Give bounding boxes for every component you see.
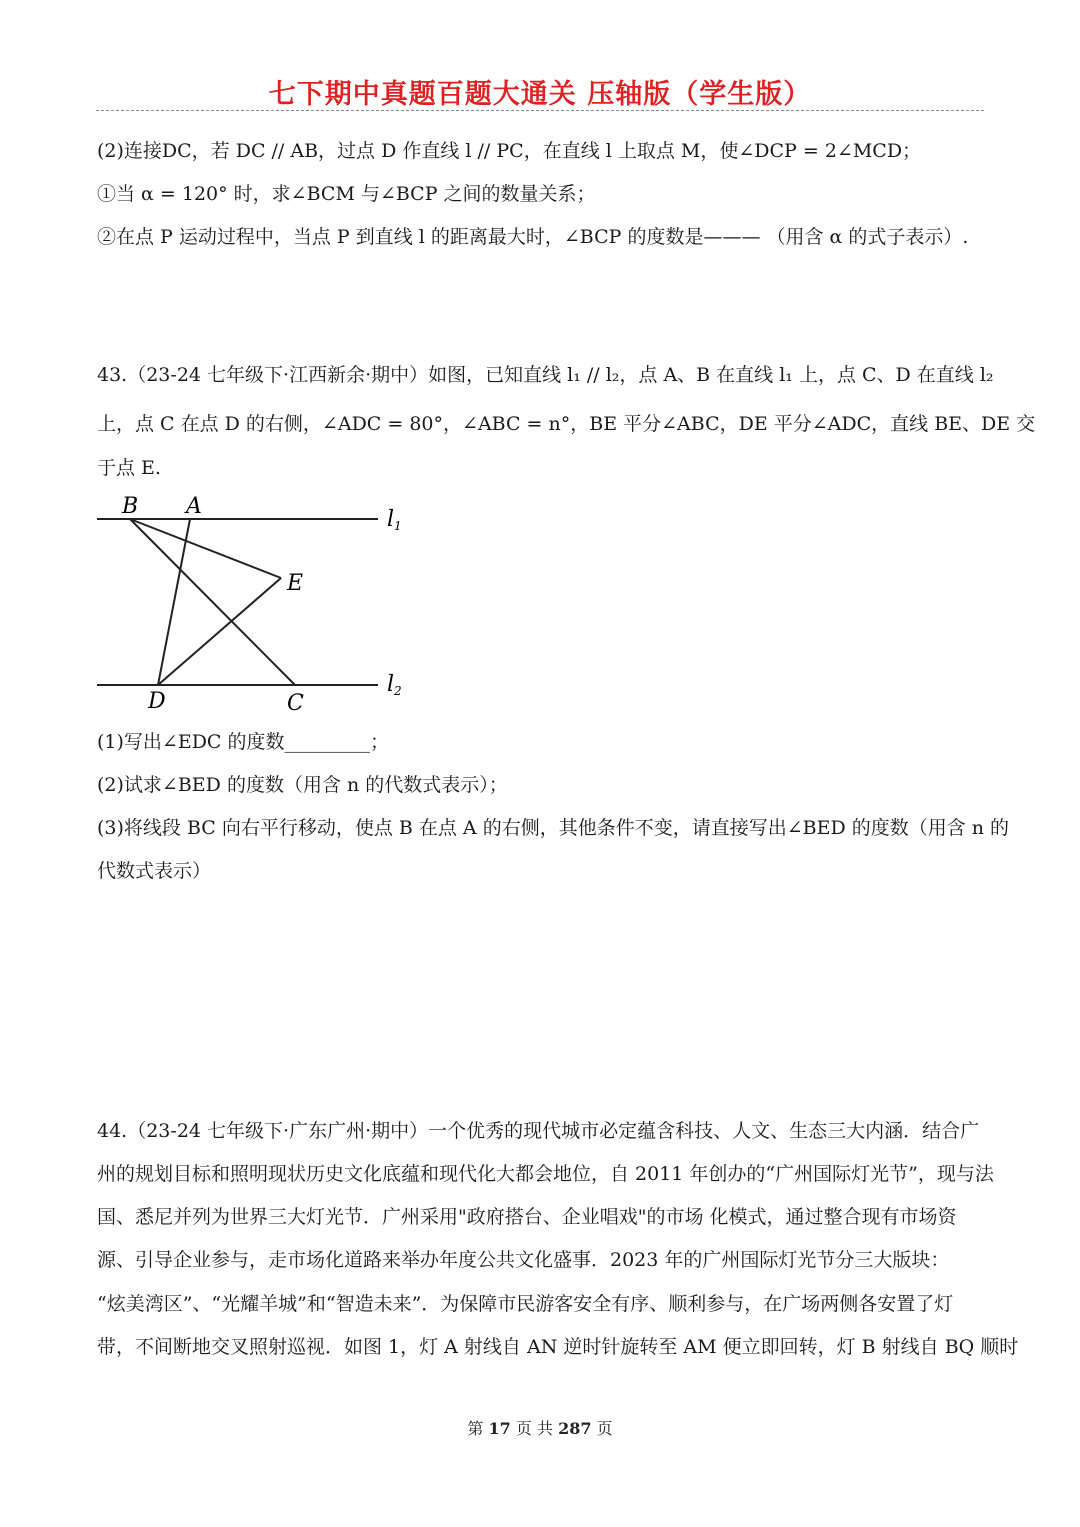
q43-figure [90,490,420,720]
q42-part2: (2)连接DC，若 DC // AB，过点 D 作直线 l // PC，在直线 l 上取点 M，使∠DCP = 2∠MCD； [97,140,922,162]
q44-line-4: 源、引导企业参与，走市场化道路来举办年度公共文化盛事．2023 年的广州国际灯光节分三大版块： [97,1249,950,1271]
header-divider [96,110,984,111]
q42-sub1: ①当 α = 120° 时，求∠BCM 与∠BCP 之间的数量关系； [97,183,596,205]
page-footer [0,1416,1080,1439]
segment-BE [130,519,281,578]
page-header-title: 七下期中真题百题大通关 压轴版（学生版） [268,79,812,110]
footer-total-pages: 287 [558,1419,592,1438]
footer-suffix: 页 [596,1419,613,1438]
q43-line1: 43.（23-24 七年级下·江西新余·期中）如图，已知直线 l₁ // l₂，点 A、B 在直线 l₁ 上，点 C、D 在直线 l₂ [97,364,994,386]
q43-part2: (2)试求∠BED 的度数（用含 n 的代数式表示）； [97,774,508,796]
q44-line-5: “炫美湾区”、“光耀羊城”和“智造未来”．为保障市民游客安全有序、顺利参与，在广场两侧各安置了灯 [97,1293,954,1315]
label-A: A [186,494,202,519]
q44-line-1: 44.（23-24 七年级下·广东广州·期中）一个优秀的现代城市必定蕴含科技、人文、生态三大内涵．结合广 [97,1120,980,1142]
q44-line-3: 国、悉尼并列为世界三大灯光节．广州采用"政府搭台、企业唱戏"的市场 化模式，通过整合现有市场资 [97,1206,957,1228]
label-l1: l [387,507,395,532]
label-E: E [287,571,304,596]
q44-line-6: 带，不间断地交叉照射巡视．如图 1，灯 A 射线自 AN 逆时针旋转至 AM 便立即回转，灯 B 射线自 BQ 顺时 [97,1336,1019,1358]
q43-part3-line2: 代数式表示） [97,860,212,882]
q43-line2: 上，点 C 在点 D 的右侧，∠ADC = 80°，∠ABC = n°，BE 平分∠ABC，DE 平分∠ADC，直线 BE、DE 交 [97,413,1036,435]
q44-line-2: 州的规划目标和照明现状历史文化底蕴和现代化大都会地位，自 2011 年创办的“广州国际灯光节”，现与法 [97,1163,994,1185]
label-l2: l [387,672,395,697]
q43-part1: (1)写出∠EDC 的度数_________； [97,731,390,753]
label-B: B [122,494,139,519]
footer-middle: 页 共 [515,1419,553,1438]
label-C: C [287,691,304,716]
q43-line3: 于点 E. [97,457,161,479]
label-D: D [148,689,166,714]
q43-part3-line1: (3)将线段 BC 向右平行移动，使点 B 在点 A 的右侧，其他条件不变，请直接写出∠BED 的度数（用含 n 的 [97,817,1010,839]
label-l2-sub: 2 [394,684,402,698]
footer-prefix: 第 [467,1419,484,1438]
q42-sub2: ②在点 P 运动过程中，当点 P 到直线 l 的距离最大时，∠BCP 的度数是——— （用含 α 的式子表示）. [97,226,969,248]
label-l1-sub: 1 [394,519,402,533]
footer-page-number: 17 [488,1419,511,1438]
segment-BC [130,519,295,685]
